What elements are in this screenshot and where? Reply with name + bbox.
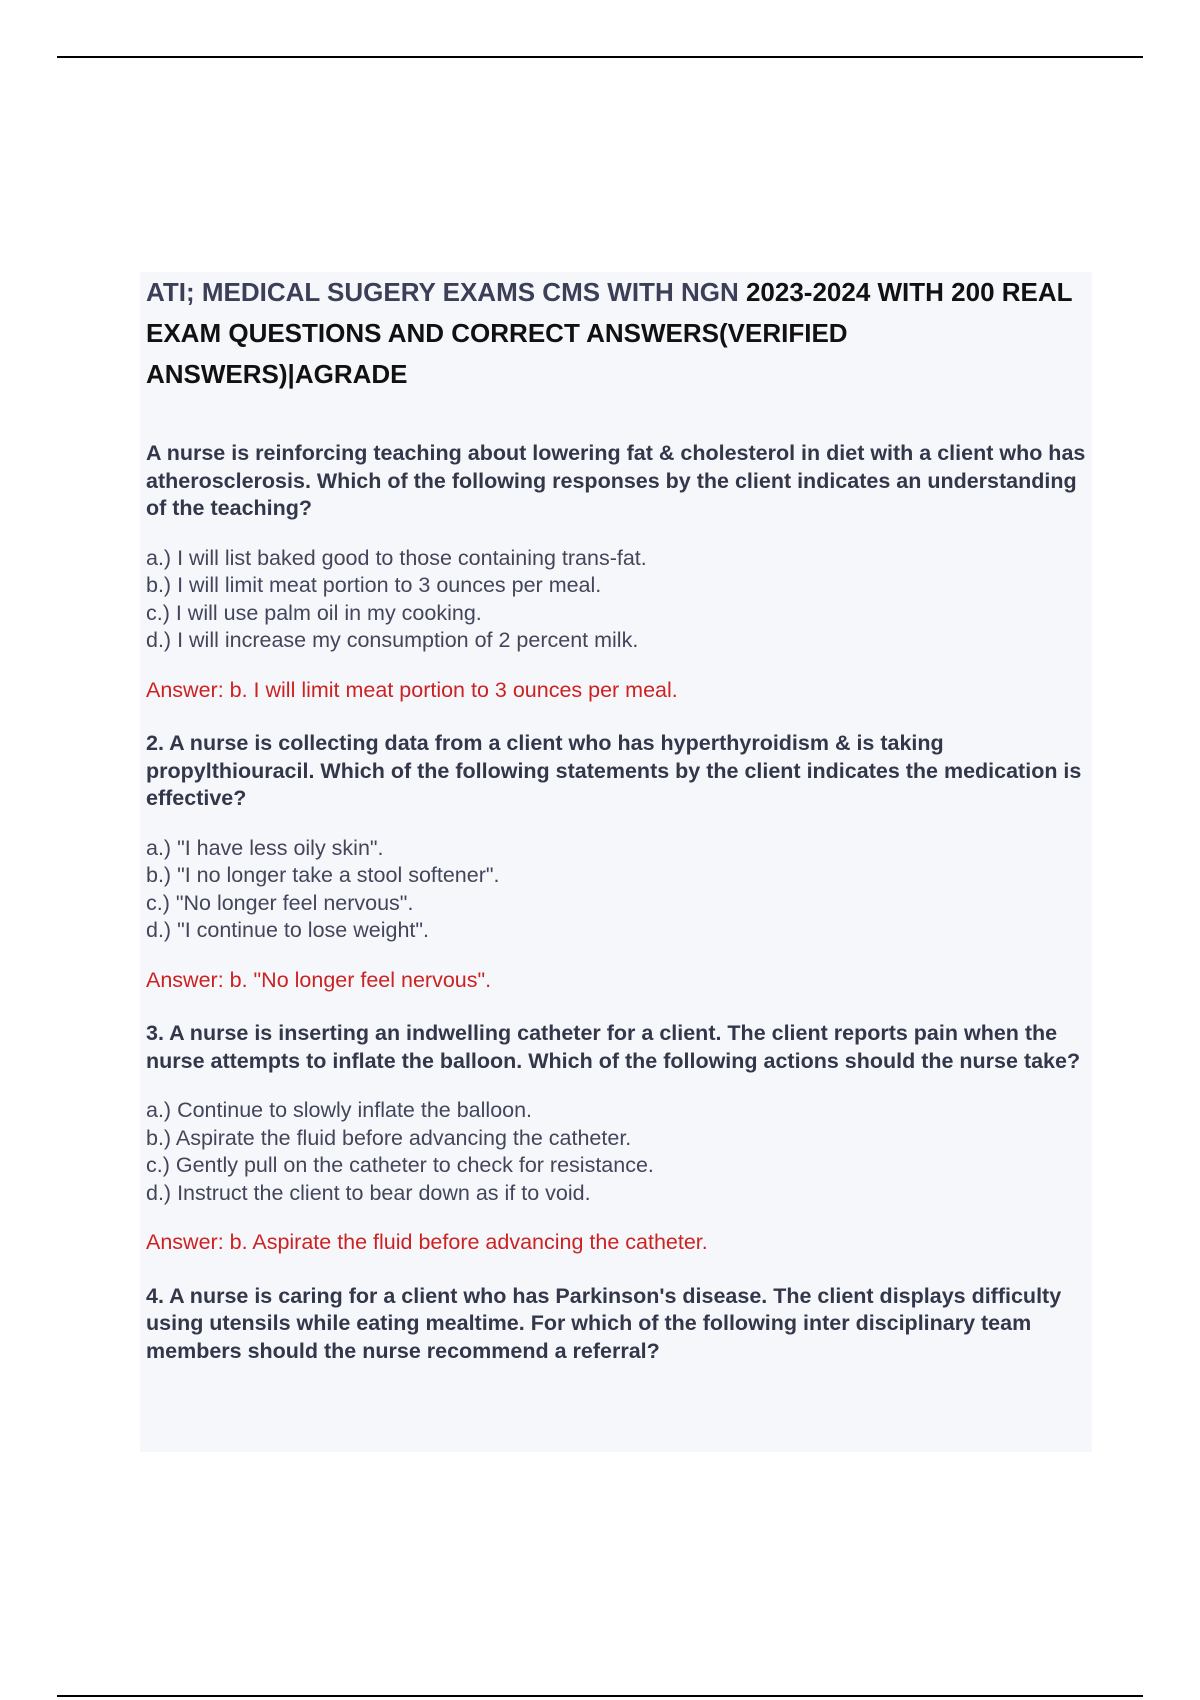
option-a: a.) I will list baked good to those containing trans-fat. xyxy=(146,545,647,570)
option-b: b.) Aspirate the fluid before advancing the catheter. xyxy=(146,1125,632,1150)
question-text: A nurse is reinforcing teaching about lowering fat & cholesterol in diet with a client who has atherosclerosis. Which of the following responses by the client indicates an understanding of the teaching? xyxy=(146,441,1086,520)
question-block-1 xyxy=(146,440,1086,704)
title-lead: ATI; MEDICAL SUGERY EXAMS CMS WITH NGN xyxy=(146,277,746,307)
question-text: 4. A nurse is caring for a client who has Parkinson's disease. The client displays difficulty using utensils while eating mealtime. For which of the following inter disciplinary team members should the nurse recommend a referral? xyxy=(146,1283,1062,1363)
option-a: a.) Continue to slowly inflate the balloon. xyxy=(146,1098,533,1122)
question-text: 2. A nurse is collecting data from a client who has hyperthyroidism & is taking propylthiouracil. Which of the following statements by the client indicates the medication is effective? xyxy=(146,731,1082,810)
option-c: c.) I will use palm oil in my cooking. xyxy=(146,600,482,625)
options-list xyxy=(146,835,1086,945)
question-text: 3. A nurse is inserting an indwelling catheter for a client. The client reports pain when the nurse attempts to inflate the balloon. Which of the following actions should the nurse take? xyxy=(146,1021,1081,1073)
options-list xyxy=(146,1097,1086,1207)
question-block-4 xyxy=(146,1283,1086,1366)
option-d: d.) "I continue to lose weight". xyxy=(146,918,429,942)
option-c: c.) "No longer feel nervous". xyxy=(146,890,414,915)
answer-text: Answer: b. Aspirate the fluid before advancing the catheter. xyxy=(146,1230,708,1254)
question-block-3 xyxy=(146,1020,1086,1257)
footer-rule xyxy=(57,1695,1143,1697)
answer-text: Answer: b. "No longer feel nervous". xyxy=(146,967,492,992)
document-title xyxy=(146,272,1086,395)
option-d: d.) Instruct the client to bear down as if to void. xyxy=(146,1180,591,1205)
document-content xyxy=(146,272,1086,1365)
option-c: c.) Gently pull on the catheter to check for resistance. xyxy=(146,1153,654,1177)
option-d: d.) I will increase my consumption of 2 percent milk. xyxy=(146,628,639,652)
option-a: a.) "I have less oily skin". xyxy=(146,835,384,860)
option-b: b.) "I no longer take a stool softener". xyxy=(146,863,500,887)
option-b: b.) I will limit meat portion to 3 ounces per meal. xyxy=(146,573,602,597)
title-rest: 2023-2024 WITH 200 REAL EXAM QUESTIONS AND CORRECT ANSWERS(VERIFIED ANSWERS)|AGRADE xyxy=(146,277,1073,389)
options-list xyxy=(146,545,1086,655)
answer-text: Answer: b. I will limit meat portion to 3 ounces per meal. xyxy=(146,677,678,702)
question-block-2 xyxy=(146,730,1086,994)
header-rule xyxy=(57,56,1143,58)
